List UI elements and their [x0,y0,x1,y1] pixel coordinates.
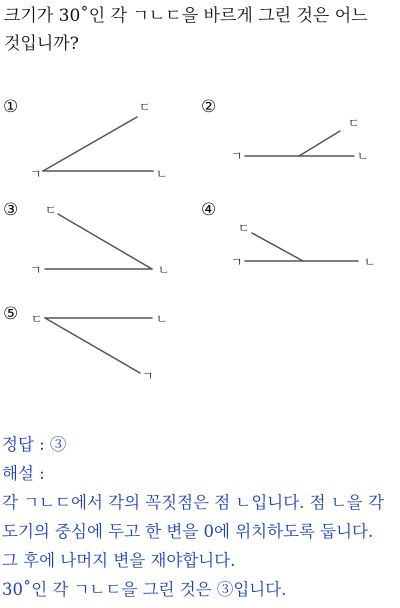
choice-1-label-n: ㄴ [156,167,168,181]
choice-4-label-g: ㄱ [231,255,243,269]
choice-1-label-g: ㄱ [30,167,42,181]
choice-1-number[interactable]: ① [3,97,19,117]
choice-2-label-g: ㄱ [231,149,243,163]
explanation-label: 해설 : [2,464,45,483]
choice-5-ray-ng [45,318,140,373]
choice-2-label-n: ㄴ [357,149,369,163]
answer-text: 정답 : ③ [2,435,67,454]
choice-5-label-d: ㄴ [156,312,168,326]
choice-4-label-d: ㄷ [238,221,250,235]
choice-3-number[interactable]: ③ [3,200,19,220]
choice-4-number[interactable]: ④ [201,200,217,220]
choice-4-label-n: ㄴ [364,255,376,269]
question-line-1: 크기가 30˚인 각 ㄱㄴㄷ을 바르게 그린 것은 어느 [4,6,368,26]
solution-block [2,430,398,604]
explanation-line-3: 그 후에 나머지 변을 재야합니다. [2,551,236,570]
choice-5-label-g: ㄱ [142,369,154,383]
choice-1-label-d: ㄷ [139,100,151,114]
choice-5-number[interactable]: ⑤ [3,304,19,324]
choice-3-label-g: ㄱ [30,263,42,277]
choice-3-label-d: ㄷ [45,203,57,217]
explanation-line-2: 도기의 중심에 두고 한 변을 0에 위치하도록 둡니다. [2,522,374,541]
explanation-line-1: 각 ㄱㄴㄷ에서 각의 꼭짓점은 점 ㄴ입니다. 점 ㄴ을 각 [2,493,384,512]
choice-2-number[interactable]: ② [201,97,217,117]
choice-2-label-d: ㄷ [348,116,360,130]
question-line-2: 것입니까? [4,34,79,54]
explanation-line-4: 30˚인 각 ㄱㄴㄷ을 그린 것은 ③입니다. [2,580,287,599]
choice-3-label-n: ㄴ [158,263,170,277]
choice-5-label-n: ㄷ [31,312,43,326]
